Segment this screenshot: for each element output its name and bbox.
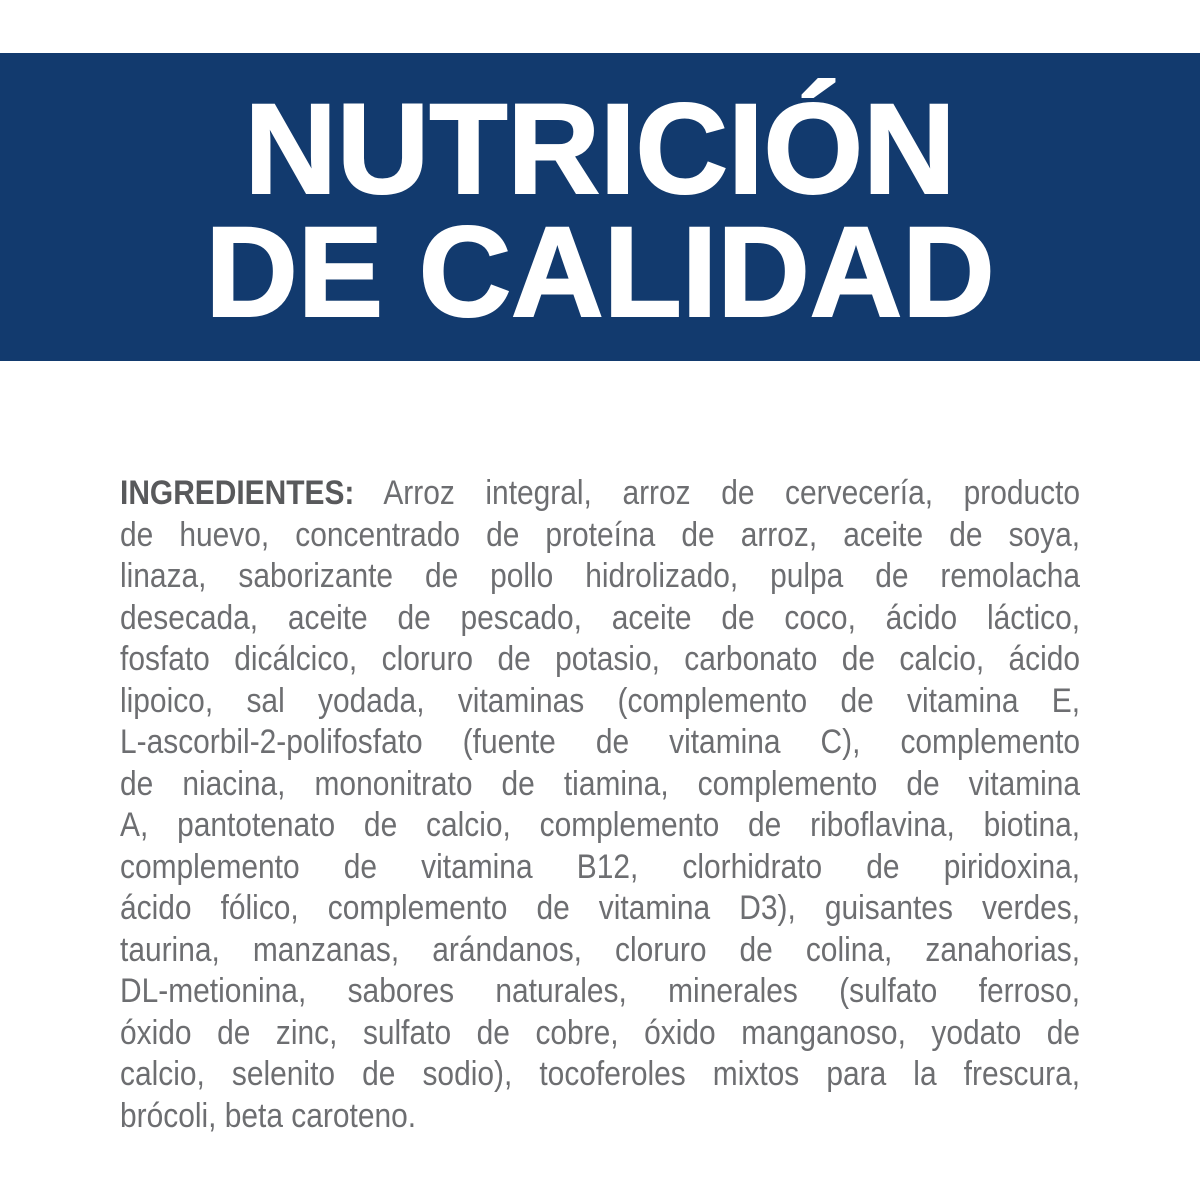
ingredients-line: de niacina, mononitrato de tiamina, complemento de vitamina: [120, 764, 1081, 803]
ingredients-line: lipoico, sal yodada, vitaminas (complemento de vitamina E,: [120, 681, 1081, 720]
ingredients-line: fosfato dicálcico, cloruro de potasio, carbonato de calcio, ácido: [120, 640, 1081, 678]
ingredients-line: [120, 473, 1080, 515]
ingredients-line: óxido de zinc, sulfato de cobre, óxido manganoso, yodato de: [120, 1013, 1081, 1052]
ingredients-line: DL-metionina, sabores naturales, minerales (sulfato ferroso,: [120, 972, 1081, 1010]
ingredients-line: A, pantotenato de calcio, complemento de riboflavina, biotina,: [120, 806, 1081, 844]
banner-title-line-2: DE CALIDAD: [205, 201, 995, 344]
banner-title-line-1: NUTRICIÓN: [244, 78, 956, 221]
ingredients-paragraph: [120, 473, 1080, 1137]
ingredients-line-text: Arroz integral, arroz de cervecería, producto: [383, 474, 1081, 512]
ingredients-line: L-ascorbil-2-polifosfato (fuente de vitamina C), complemento: [120, 723, 1081, 761]
ingredients-line: calcio, selenito de sodio), tocoferoles mixtos para la frescura,: [120, 1055, 1081, 1093]
ingredients-line: brócoli, beta caroteno.: [120, 1096, 417, 1135]
ingredients-line: complemento de vitamina B12, clorhidrato de piridoxina,: [120, 847, 1081, 886]
ingredients-line: linaza, saborizante de pollo hidrolizado, pulpa de remolacha: [120, 557, 1081, 595]
ingredients-line: ácido fólico, complemento de vitamina D3), guisantes verdes,: [120, 889, 1081, 927]
ingredients-line: desecada, aceite de pescado, aceite de coco, ácido láctico,: [120, 598, 1081, 637]
quality-nutrition-banner: [0, 53, 1200, 361]
ingredients-line: de huevo, concentrado de proteína de arroz, aceite de soya,: [120, 515, 1081, 554]
ingredients-label: INGREDIENTES:: [120, 474, 355, 512]
ingredients-line: taurina, manzanas, arándanos, cloruro de colina, zanahorias,: [120, 930, 1081, 969]
